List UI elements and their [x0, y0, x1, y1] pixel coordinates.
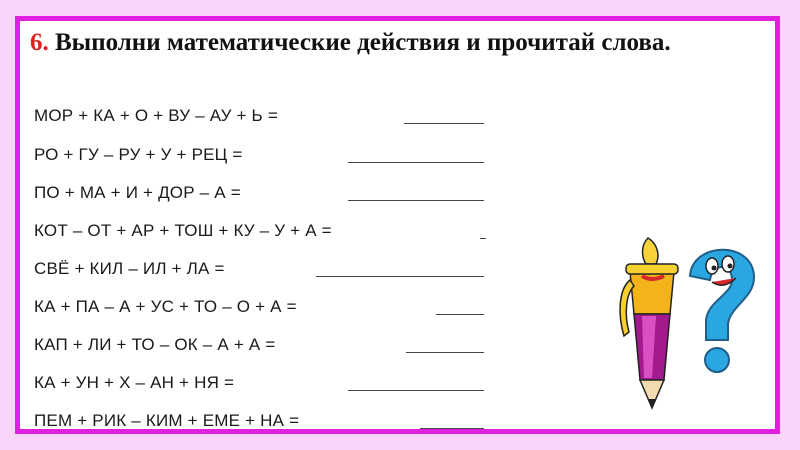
- equation-row: [34, 219, 332, 243]
- pencil-icon: [620, 238, 678, 408]
- answer-blank[interactable]: [404, 123, 484, 124]
- answer-blank[interactable]: [406, 352, 484, 353]
- pencil-question-illustration: [612, 236, 758, 412]
- equation-row: [34, 409, 299, 433]
- answer-blank[interactable]: [480, 238, 486, 239]
- equation-row: [34, 371, 234, 395]
- equation-row: [34, 295, 297, 319]
- task-number: 6.: [30, 29, 49, 56]
- answer-blank[interactable]: [316, 276, 484, 277]
- equation-text: РО + ГУ – РУ + У + РЕЦ =: [34, 145, 243, 164]
- equation-text: ПЕМ + РИК – КИМ + ЕМЕ + НА =: [34, 411, 300, 430]
- equation-row: [34, 143, 243, 167]
- question-mark-icon: [690, 250, 754, 372]
- equation-text: МОР + КА + О + ВУ – АУ + Ь =: [34, 106, 278, 125]
- equation-text: КАП + ЛИ + ТО – ОК – А + А =: [34, 335, 276, 354]
- equation-row: [34, 333, 275, 357]
- equation-row: [34, 181, 241, 205]
- equation-row: [34, 104, 278, 128]
- equation-text: ПО + МА + И + ДОР – А =: [34, 183, 241, 202]
- answer-blank[interactable]: [348, 162, 484, 163]
- task-text: Выполни математические действия и прочитай слова.: [48, 29, 671, 56]
- task-title: [30, 26, 770, 60]
- equation-row: [34, 257, 225, 281]
- equation-text: КА + УН + Х – АН + НЯ =: [34, 373, 235, 392]
- answer-blank[interactable]: [420, 428, 484, 429]
- answer-blank[interactable]: [436, 314, 484, 315]
- equation-text: СВЁ + КИЛ – ИЛ + ЛА =: [34, 259, 225, 278]
- equation-text: КА + ПА – А + УС + ТО – О + А =: [34, 297, 297, 316]
- answer-blank[interactable]: [348, 200, 484, 201]
- answer-blank[interactable]: [348, 390, 484, 391]
- equation-text: КОТ – ОТ + АР + ТОШ + КУ – У + А =: [34, 221, 332, 240]
